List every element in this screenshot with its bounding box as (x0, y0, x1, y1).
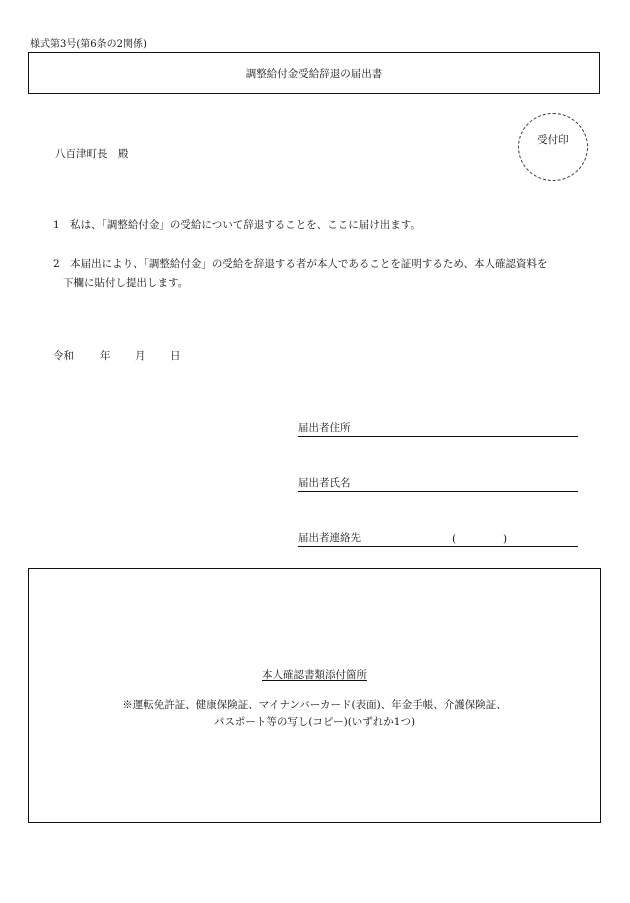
paragraph-1: 1 私は、「調整給付金」の受給について辞退することを、ここに届け出ます。 (53, 219, 421, 231)
paragraph-2-line-1: 2 本届出により、「調整給付金」の受給を辞退する者が本人であることを証明するため、本人確認資料を (53, 258, 548, 270)
contact-paren-open: ( (452, 533, 457, 545)
title-box (28, 52, 600, 94)
date-month: 月 (135, 350, 146, 362)
stamp-label: 受付印 (537, 134, 569, 146)
id-document-attachment-box (28, 568, 601, 823)
receipt-stamp-area (518, 113, 588, 181)
contact-paren-close: ) (503, 533, 508, 545)
date-era: 令和 (53, 350, 74, 362)
attachment-note-line-1: ※運転免許証、健康保険証、マイナンバーカード(表面)、年金手帳、介護保険証、 (122, 699, 507, 711)
contact-label: 届出者連絡先 (298, 532, 361, 544)
attachment-note-line-2: パスポート等の写し(コピー)(いずれか1つ) (213, 716, 416, 728)
name-label: 届出者氏名 (298, 477, 351, 489)
attachment-title: 本人確認書類添付箇所 (262, 669, 367, 681)
contact-field[interactable] (298, 530, 578, 547)
date-year: 年 (100, 350, 111, 362)
paragraph-2-line-2: 下欄に貼付し提出します。 (63, 277, 189, 289)
address-label: 届出者住所 (298, 422, 351, 434)
date-day: 日 (170, 350, 181, 362)
addressee: 八百津町長 殿 (55, 148, 129, 160)
name-field[interactable] (298, 475, 578, 492)
form-number-label: 様式第3号(第6条の2関係) (30, 39, 147, 50)
address-field[interactable] (298, 420, 578, 437)
document-title: 調整給付金受給辞退の届出書 (245, 67, 383, 80)
attachment-title-row (29, 667, 600, 682)
